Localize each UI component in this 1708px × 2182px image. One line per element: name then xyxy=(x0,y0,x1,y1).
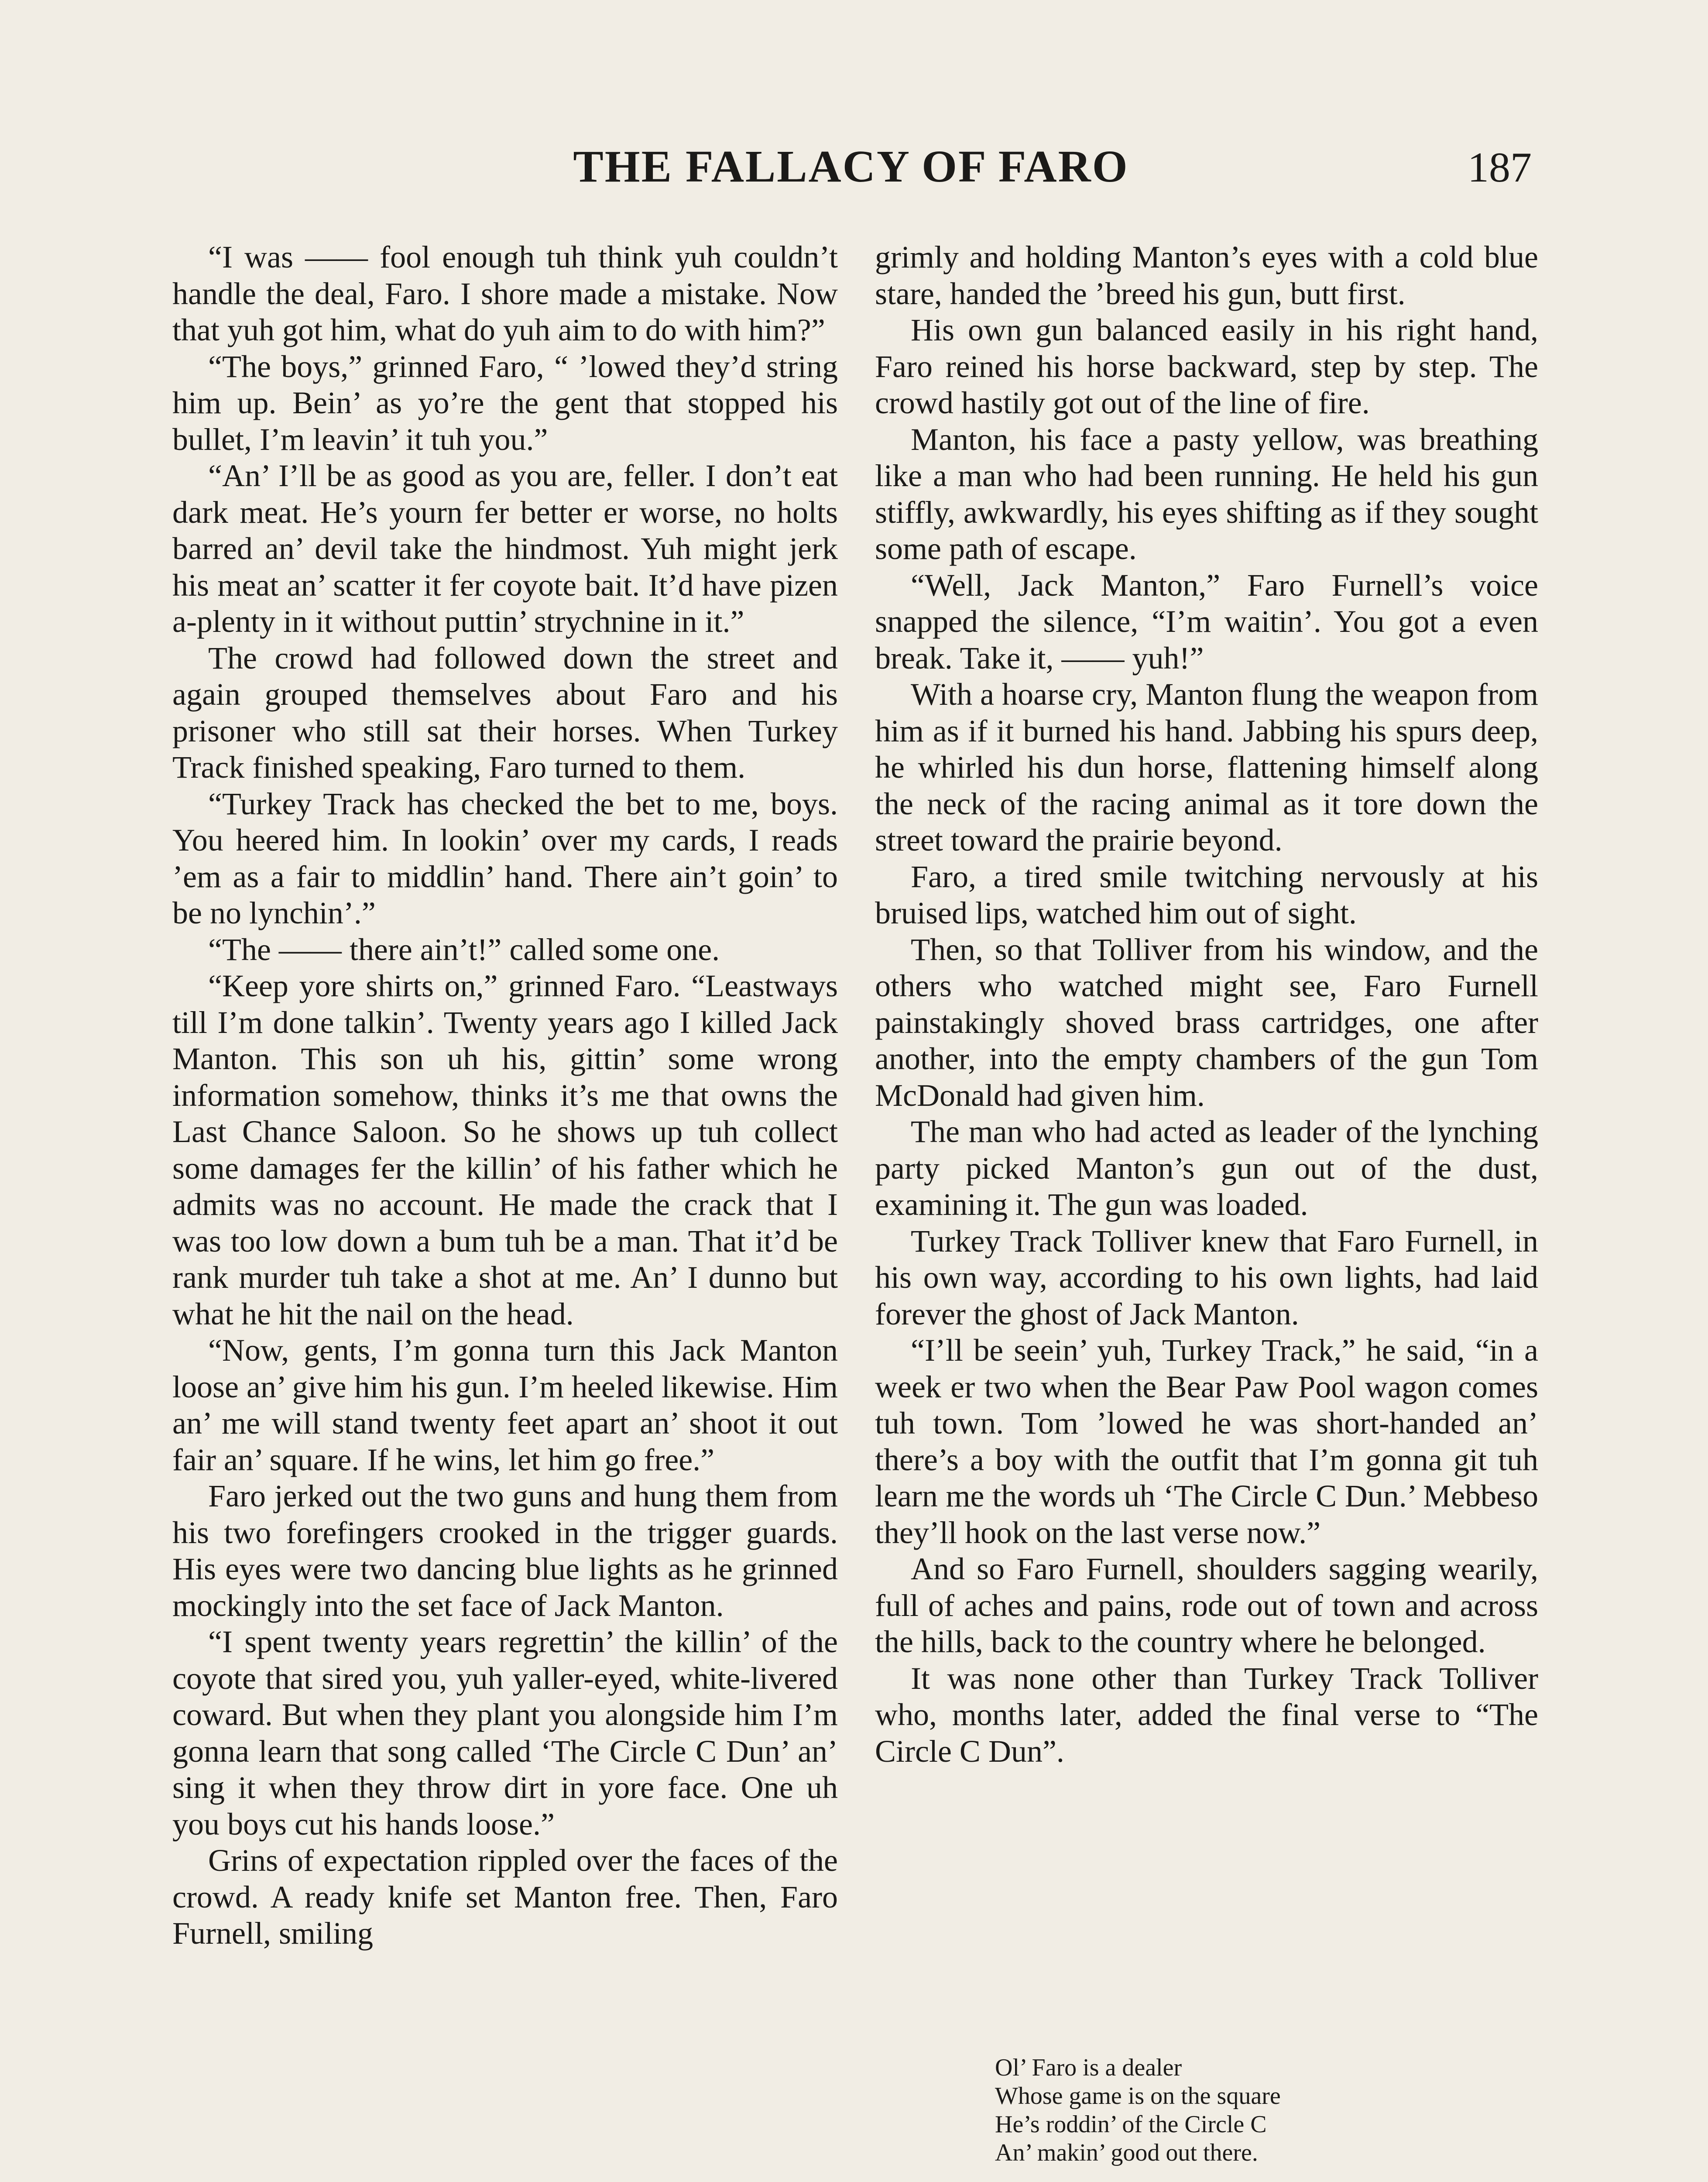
poem-line: An’ makin’ good out there. xyxy=(995,2139,1258,2166)
poem-line: Ol’ Faro is a dealer xyxy=(995,2054,1182,2081)
paragraph: “The boys,” grinned Faro, “ ’lowed they’d string him up. Bein’ as yo’re the gent that stopped his bullet, I’m leavin’ it tuh you.” xyxy=(172,349,838,457)
paragraph: Turkey Track Tolliver knew that Faro Furnell, in his own way, according to his own lights, had laid forever the ghost of Jack Manton. xyxy=(875,1223,1538,1331)
paragraph: “Now, gents, I’m gonna turn this Jack Manton loose an’ give him his gun. I’m heeled likewise. Him an’ me will stand twenty feet apart an’ shoot it out fair an’ square. If he wins, let him go free.” xyxy=(172,1333,838,1477)
paragraph: “I spent twenty years regrettin’ the killin’ of the coyote that sired you, yuh yaller-eyed, white-livered coward. But when they plant you alongside him I’m gonna learn that song called ‘The Circle C Dun’ an’ sing it when they throw dirt in yore face. One uh you boys cut his hands loose.” xyxy=(172,1624,838,1842)
running-header-title: THE FALLACY OF FARO xyxy=(573,141,1129,192)
poem-verse xyxy=(995,2054,1431,2182)
paragraph: “Well, Jack Manton,” Faro Furnell’s voice snapped the silence, “I’m waitin’. You got a even break. Take it, —— yuh!” xyxy=(875,567,1538,676)
paragraph: “Keep yore shirts on,” grinned Faro. “Leastways till I’m done talkin’. Twenty years ago I killed Jack Manton. This son uh his, gittin’ some wrong information somehow, thinks it’s me that owns the Last Chance Saloon. So he shows up tuh collect some damages fer the killin’ of his father which he admits was no account. He made the crack that I was too low down a bum tuh be a man. That it’d be rank murder tuh take a shot at me. An’ I dunno but what he hit the nail on the head. xyxy=(172,968,838,1331)
paragraph: Then, so that Tolliver from his window, and the others who watched might see, Faro Furnell painstakingly shoved brass cartridges, one after another, into the empty chambers of the gun Tom McDonald had given him. xyxy=(875,932,1538,1113)
poem-stanza xyxy=(995,2054,1431,2167)
paragraph: Grins of expectation rippled over the faces of the crowd. A ready knife set Manton free. Then, Faro Furnell, smiling xyxy=(172,1843,838,1951)
paragraph: With a hoarse cry, Manton flung the weapon from him as if it burned his hand. Jabbing his spurs deep, he whirled his dun horse, flattening himself along the neck of the racing animal as it tore down the street toward the prairie beyond. xyxy=(875,677,1538,858)
paragraph: “I’ll be seein’ yuh, Turkey Track,” he said, “in a week er two when the Bear Paw Pool wagon comes tuh town. Tom ’lowed he was short-handed an’ there’s a boy with the outfit that I’m gonna git tuh learn me the words uh ‘The Circle C Dun.’ Mebbeso they’ll hook on the last verse now.” xyxy=(875,1333,1538,1550)
right-text-column xyxy=(875,239,1538,2182)
paragraph: “Turkey Track has checked the bet to me, boys. You heered him. In lookin’ over my cards, I reads ’em as a fair to middlin’ hand. There ain’t goin’ to be no lynchin’.” xyxy=(172,786,838,930)
paragraph: It was none other than Turkey Track Tolliver who, months later, added the final verse to “The Circle C Dun”. xyxy=(875,1661,1538,1769)
paragraph: Faro, a tired smile twitching nervously at his bruised lips, watched him out of sight. xyxy=(875,859,1538,930)
paragraph: “An’ I’ll be as good as you are, feller. I don’t eat dark meat. He’s yourn fer better er worse, no holts barred an’ devil take the hindmost. Yuh might jerk his meat an’ scatter it fer coyote bait. It’d have pizen a-plenty in it without puttin’ strychnine in it.” xyxy=(172,458,838,639)
paragraph: His own gun balanced easily in his right hand, Faro reined his horse backward, step by step. The crowd hastily got out of the line of fire. xyxy=(875,312,1538,420)
poem-line: He’s roddin’ of the Circle C xyxy=(995,2111,1267,2138)
paragraph: And so Faro Furnell, shoulders sagging wearily, full of aches and pains, rode out of town and across the hills, back to the country where he belonged. xyxy=(875,1551,1538,1659)
paragraph: The man who had acted as leader of the lynching party picked Manton’s gun out of the dust, examining it. The gun was loaded. xyxy=(875,1114,1538,1222)
paragraph: The crowd had followed down the street and again grouped themselves about Faro and his prisoner who still sat their horses. When Turkey Track finished speaking, Faro turned to them. xyxy=(172,640,838,785)
paragraph: “I was —— fool enough tuh think yuh couldn’t handle the deal, Faro. I shore made a mistake. Now that yuh got him, what do yuh aim to do with him?” xyxy=(172,240,838,347)
poem-line: Whose game is on the square xyxy=(995,2083,1281,2110)
paragraph: “The —— there ain’t!” called some one. xyxy=(208,932,720,967)
paragraph-continued: grimly and holding Manton’s eyes with a cold blue stare, handed the ’breed his gun, butt first. xyxy=(875,240,1538,311)
page-number: 187 xyxy=(1468,144,1532,191)
paragraph: Manton, his face a pasty yellow, was breathing like a man who had been running. He held his gun stiffly, awkwardly, his eyes shifting as if they sought some path of escape. xyxy=(875,422,1538,566)
left-text-column xyxy=(172,239,838,2182)
paragraph: Faro jerked out the two guns and hung them from his two forefingers crooked in the trigger guards. His eyes were two dancing blue lights as he grinned mockingly into the set face of Jack Manton. xyxy=(172,1479,838,1623)
